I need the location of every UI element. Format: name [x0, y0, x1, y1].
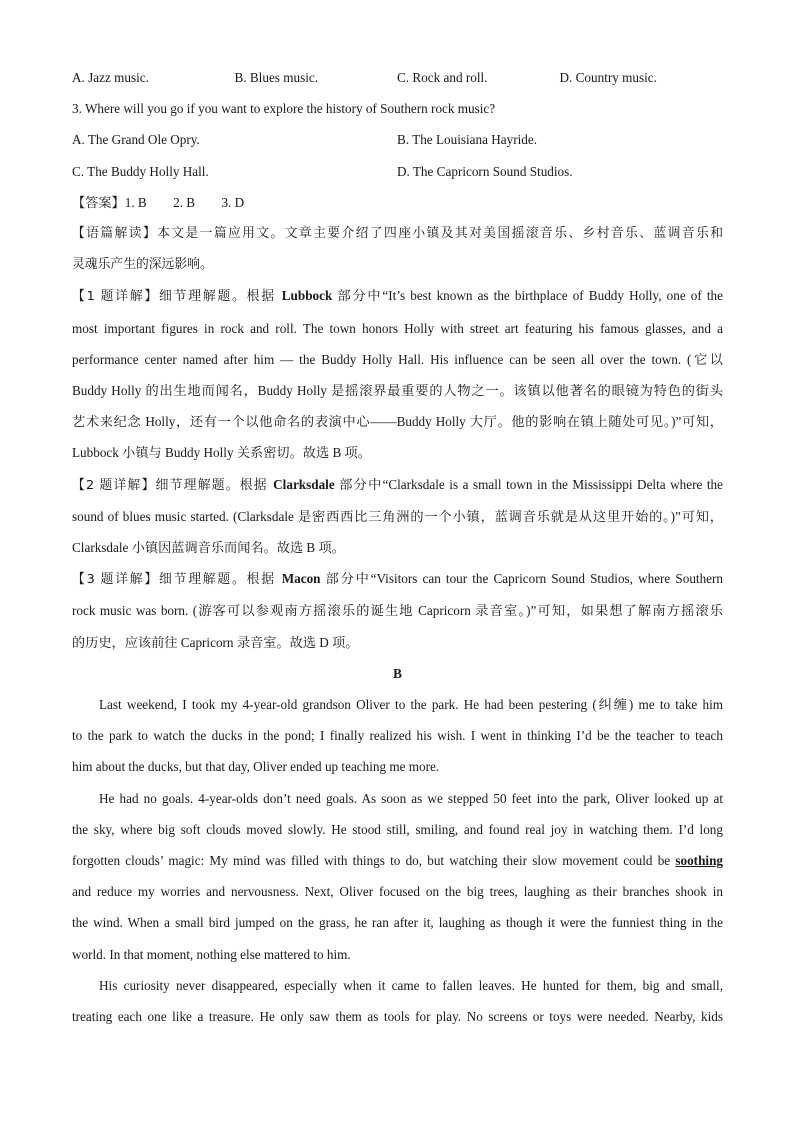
- passage-line: world. In that moment, nothing else mattered to him.: [72, 946, 351, 962]
- passage-line: the wind. When a small bird jumped on the grass, he ran after it, laughing as though it were the funniest thing in the: [72, 915, 723, 931]
- answer-line: 【答案】1. B 2. B 3. D: [72, 194, 245, 210]
- detail-1-line: most important figures in rock and roll. The town honors Holly with street art featuring his famous glasses, and a: [72, 320, 723, 336]
- option-c: C. Rock and roll.: [397, 70, 488, 85]
- passage-line: to the park to watch the ducks in the pond; I finally realized his wish. I went in thinking I’d be the teacher to teach: [72, 728, 723, 744]
- option-b: B. Blues music.: [234, 70, 319, 85]
- passage-line: and reduce my worries and nervousness. Next, Oliver focused on the big trees, laughing as their branches shook in: [72, 884, 723, 900]
- option-c: C. The Buddy Holly Hall.: [72, 163, 209, 179]
- detail-text: 部分中“Visitors can tour the Capricorn Sound Studios, where Southern: [320, 571, 724, 587]
- detail-text: 部分中“Clarksdale is a small town in the Mississippi Delta where the: [334, 476, 723, 492]
- option-d: D. The Capricorn Sound Studios.: [397, 163, 573, 179]
- q2-options: [72, 62, 723, 93]
- passage-line: treating each one like a treasure. He only saw them as tools for play. No screens or toys were needed. Nearby, kids: [72, 1009, 723, 1025]
- passage-line: Last weekend, I took my 4-year-old grandson Oliver to the park. He had been pestering (纠缠) me to take him: [99, 697, 723, 713]
- keyword: Lubbock: [281, 288, 333, 304]
- detail-2-line: Clarksdale 小镇因蓝调音乐而闻名。故选 B 项。: [72, 540, 345, 556]
- detail-1-heading: [72, 280, 723, 312]
- detail-label: 【2 题详解】细节理解题。根据: [72, 477, 274, 493]
- option-b: B. The Louisiana Hayride.: [397, 132, 538, 148]
- option-d: D. Country music.: [559, 70, 657, 85]
- passage-line: He had no goals. 4-year-olds don’t need goals. As soon as we stepped 50 feet into the park, Oliver looked up at: [99, 790, 723, 806]
- passage-line: him about the ducks, but that day, Oliver ended up teaching me more.: [72, 759, 440, 775]
- q3-options-row1: [72, 124, 723, 155]
- q3-options-row2: [72, 156, 723, 187]
- option-a: A. Jazz music.: [72, 70, 149, 85]
- detail-1-line: Buddy Holly 的出生地而闻名，Buddy Holly 是摇滚界最重要的人物之一。该镇以他著名的眼镜为特色的街头: [72, 383, 723, 399]
- reading-intro-line: 灵魂乐产生的深远影响。: [72, 257, 213, 273]
- detail-text: 部分中“It’s best known as the birthplace of Buddy Holly, one of the: [332, 288, 724, 304]
- q3-stem: 3. Where will you go if you want to explore the history of Southern rock music?: [72, 101, 496, 117]
- detail-label: 【1 题详解】细节理解题。根据: [72, 289, 282, 305]
- detail-2-line: sound of blues music started. (Clarksdale 是密西西比三角洲的一个小镇，蓝调音乐就是从这里开始的。)”可知，: [72, 508, 723, 524]
- detail-label: 【3 题详解】细节理解题。根据: [72, 572, 282, 588]
- section-heading: B: [393, 665, 402, 681]
- detail-2-heading: [72, 469, 723, 501]
- passage-line: the sky, where big soft clouds moved slowly. He stood still, smiling, and found real joy in watching them. I’d long: [72, 821, 723, 837]
- passage-line: His curiosity never disappeared, especially when it came to fallen leaves. He hunted for them, big and small,: [99, 977, 723, 993]
- detail-1-line: performance center named after him — the Buddy Holly Hall. His influence can be seen all over the town. (它以: [72, 351, 723, 367]
- detail-1-line: 艺术来纪念 Holly，还有一个以他命名的表演中心——Buddy Holly 大厅。他的影响在镇上随处可见。)”可知，: [72, 414, 723, 430]
- underlined-word: soothing: [675, 853, 723, 869]
- document-page: [72, 62, 723, 1032]
- option-a: A. The Grand Ole Opry.: [72, 132, 200, 148]
- passage-line: [72, 845, 723, 876]
- detail-1-line: Lubbock 小镇与 Buddy Holly 关系密切。故选 B 项。: [72, 445, 371, 461]
- passage-text: forgotten clouds’ magic: My mind was filled with things to do, but watching their slow movement could be: [72, 853, 676, 869]
- keyword: Macon: [281, 571, 321, 587]
- detail-3-heading: [72, 563, 723, 595]
- detail-3-line: 的历史，应该前往 Capricorn 录音室。故选 D 项。: [72, 634, 359, 650]
- detail-3-line: rock music was born. (游客可以参观南方摇滚乐的诞生地 Capricorn 录音室。)”可知，如果想了解南方摇滚乐: [72, 603, 723, 619]
- keyword: Clarksdale: [273, 476, 335, 492]
- reading-intro-line: 【语篇解读】本文是一篇应用文。文章主要介绍了四座小镇及其对美国摇滚音乐、乡村音乐、蓝调音乐和: [72, 226, 723, 242]
